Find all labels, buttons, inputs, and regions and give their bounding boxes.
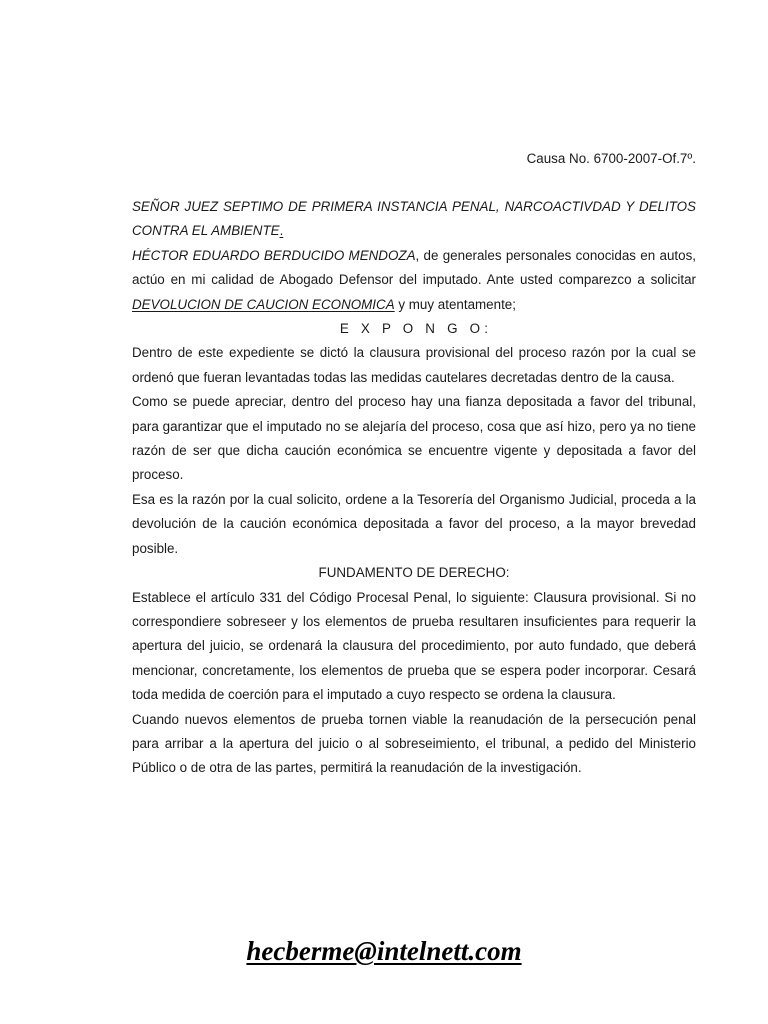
paragraph-3: Esa es la razón por la cual solicito, ordene a la Tesorería del Organismo Judicial, proceda a la devolución de la caución económica depositada a favor del proceso, a la mayor brevedad posible. [132,491,696,556]
heading-fundamento: FUNDAMENTO DE DERECHO: [318,565,510,581]
heading-expongo: E X P O N G O: [339,321,493,337]
paragraph-2: Como se puede apreciar, dentro del proceso hay una fianza depositada a favor del tribunal, para garantizar que el imputado no se alejaría del proceso, cosa que así hizo, pero ya no tiene razón de ser que dicha caución económica se encuentre vigente y depositada a favor del proceso. [132,394,696,483]
author-name: HÉCTOR EDUARDO BERDUCIDO MENDOZA [132,247,416,263]
intro-closing: y muy atentamente; [394,296,516,312]
case-number: Causa No. 6700-2007-Of.7º. [526,151,696,166]
intro-paragraph [132,244,696,317]
intro-text: , de generales personales conocidas en autos, actúo en mi calidad de Abogado Defensor del imputado. Ante usted comparezco a solicitar [132,247,696,288]
request-title: DEVOLUCION DE CAUCION ECONOMICA [132,296,395,312]
addressee-suffix: . [279,223,284,239]
paragraph-4: Establece el artículo 331 del Código Procesal Penal, lo siguiente: Clausura provisional. Si no correspondiere sobreseer y los elementos de prueba resultaren insuficientes para requerir la apertura del juicio, se ordenará la clausura del procedimiento, por auto fundado, que deberá mencionar, concretamente, los elementos de prueba que se espera poder incorporar. Cesará toda medida de coerción para el imputado a cuyo respecto se ordena la clausura. [132,589,696,703]
footer-email-link[interactable]: hecberme@intelnett.com [246,936,522,966]
addressee: SEÑOR JUEZ SEPTIMO DE PRIMERA INSTANCIA PENAL, NARCOACTIVDAD Y DELITOS CONTRA EL AMBIENTE [132,199,696,239]
paragraph-5: Cuando nuevos elementos de prueba tornen viable la reanudación de la persecución penal para arribar a la apertura del juicio o al sobreseimiento, el tribunal, a pedido del Ministerio Público o de otra de las partes, permitirá la reanudación de la investigación. [132,711,696,776]
document-body [132,195,696,781]
paragraph-1: Dentro de este expediente se dictó la clausura provisional del proceso razón por la cual se ordenó que fueran levantadas todas las medidas cautelares decretadas dentro de la causa. [132,345,696,385]
addressee-line [132,195,696,244]
